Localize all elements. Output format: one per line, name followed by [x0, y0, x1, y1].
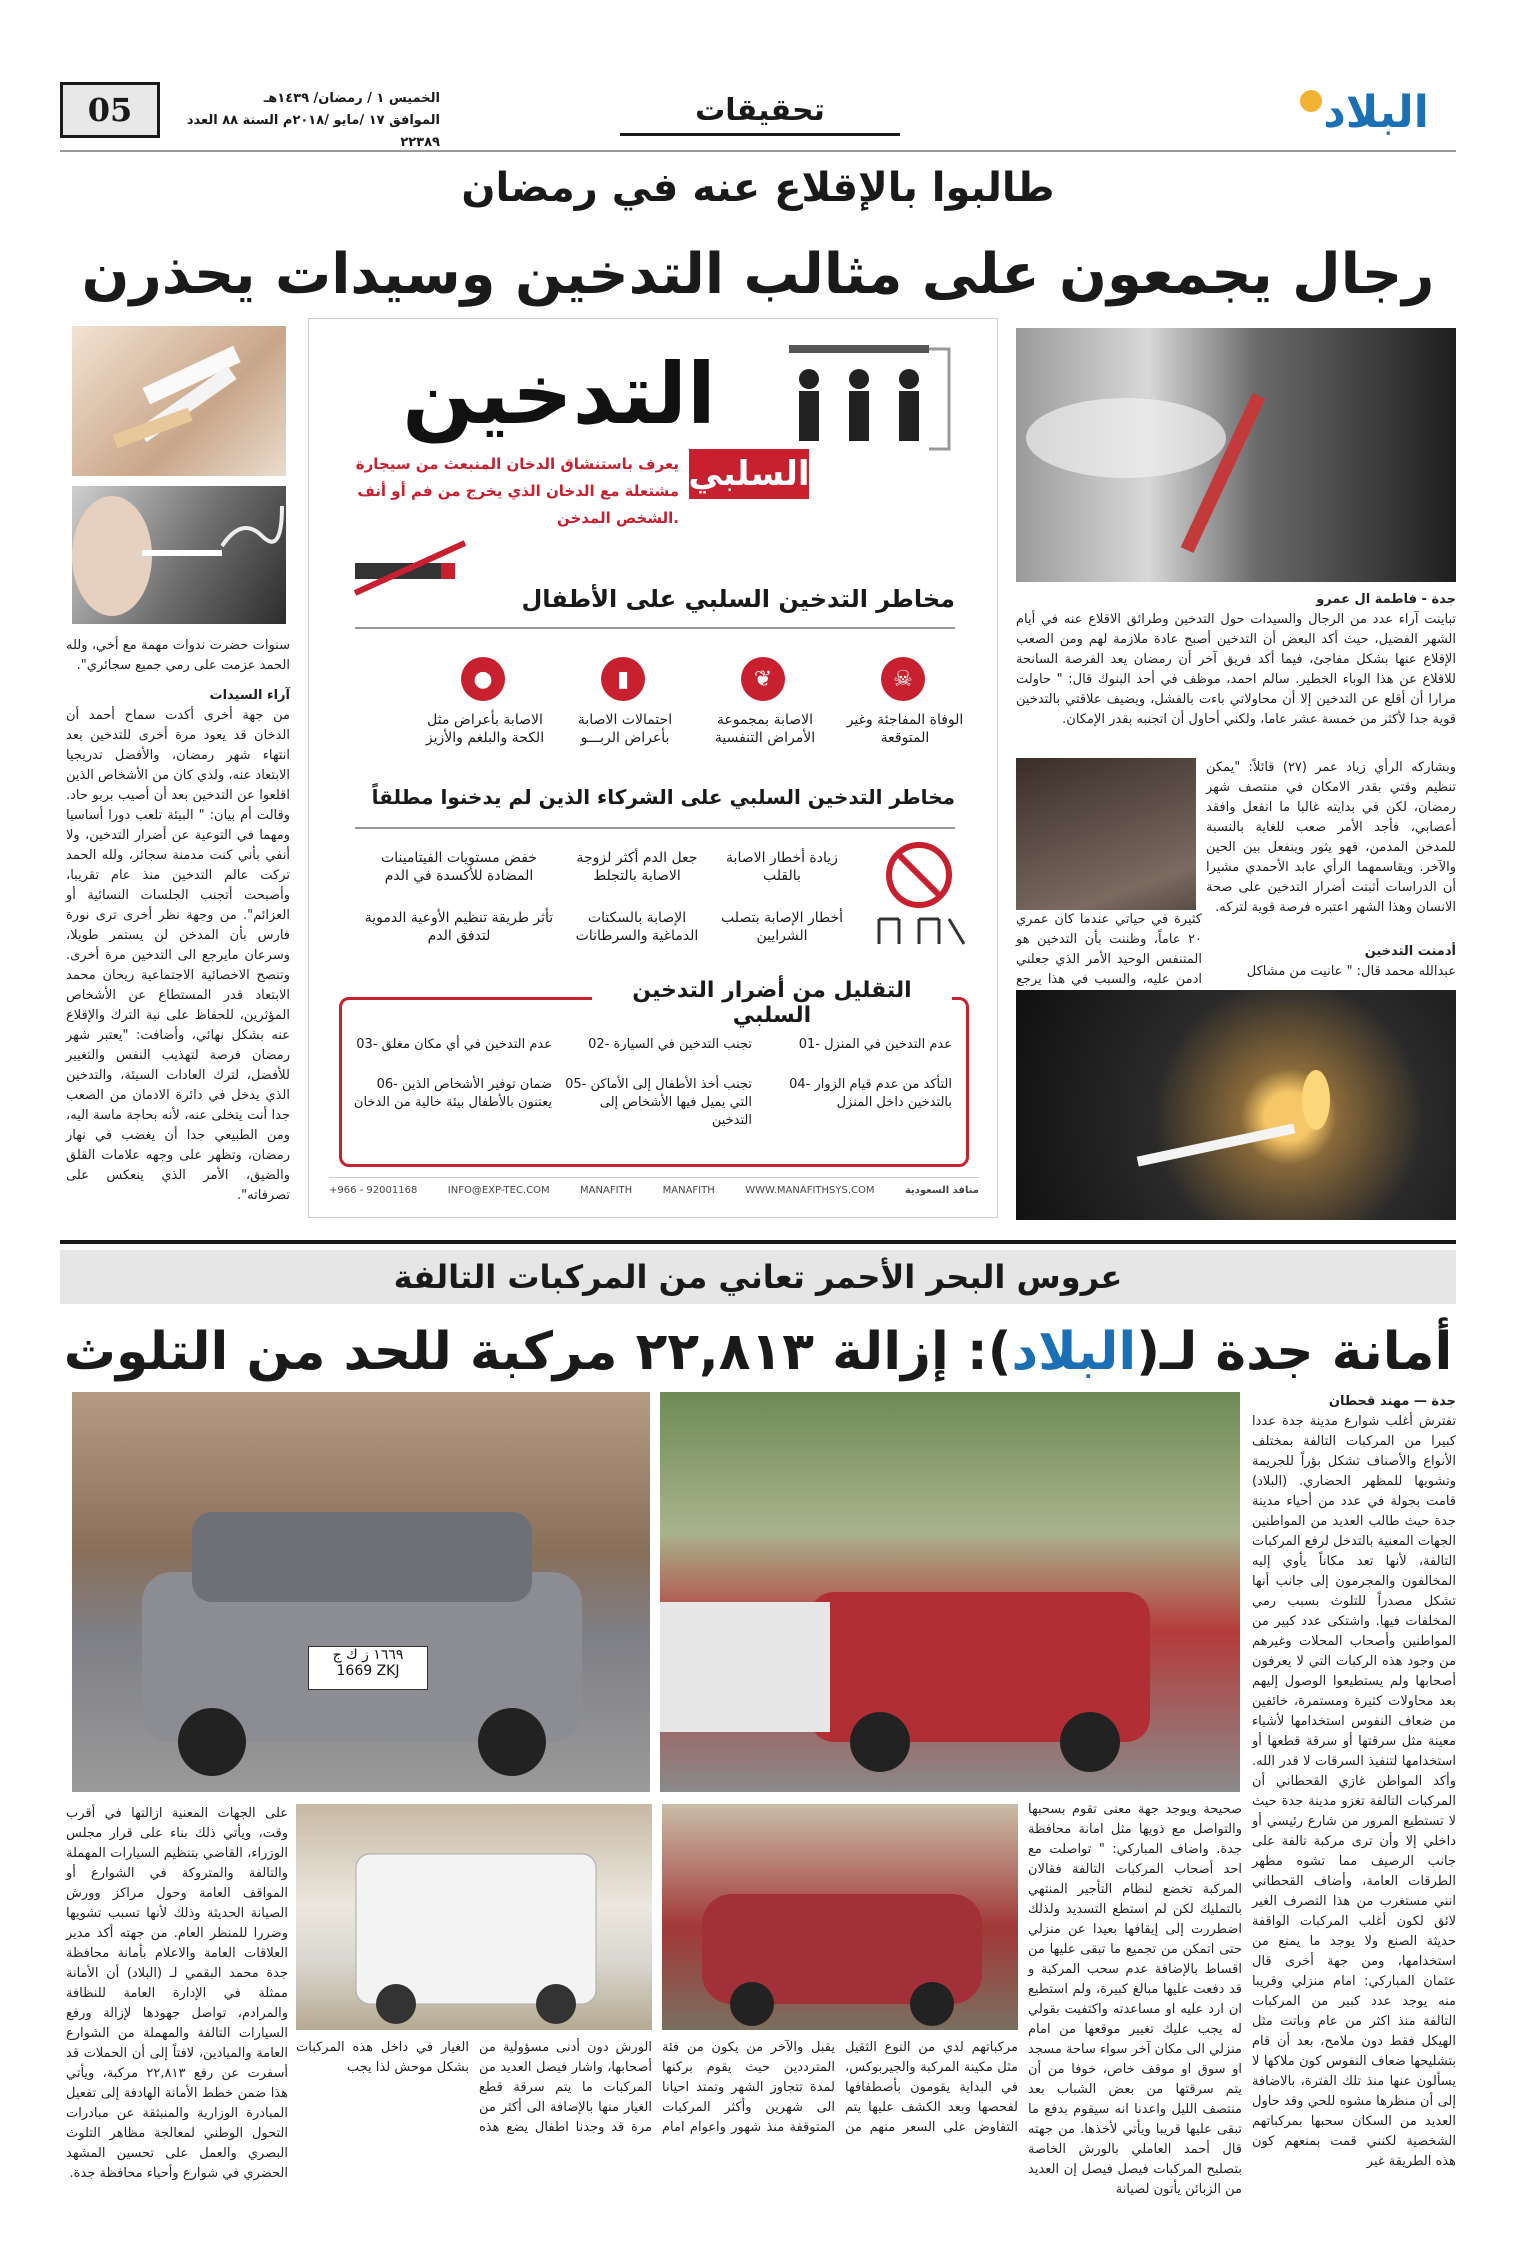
abandoned-white-van-photo — [296, 1804, 652, 2030]
story2-right-column — [1252, 1392, 1456, 2232]
vape-woman-photo — [1016, 328, 1456, 582]
license-plate-latin: 1669 ZKJ — [336, 1663, 400, 1679]
lighting-cigarette-photo — [1016, 990, 1456, 1220]
partner-risk-1: زيادة أخطار الاصابة بالقلب — [726, 850, 838, 884]
smoking-woman-image — [72, 486, 286, 624]
footer-social-2: MANAFITH — [662, 1185, 715, 1196]
headline-prefix: أمانة جدة لـ — [1159, 1322, 1453, 1382]
infographic-definition: يعرف باستنشاق الدخان المنبعث من سيجارة مشتعلة مع الدخان الذي يخرج من فم أو أنف الشخص المدخن. — [355, 455, 679, 527]
masthead — [60, 78, 1456, 152]
footer-website: WWW.MANAFITHSYS.COM — [745, 1185, 875, 1196]
partner-risk-3: خفض مستويات الفيتامينات المضادة للأكسدة في الدم — [381, 850, 537, 884]
page-number: 05 — [60, 82, 160, 138]
story2-left-text: على الجهات المعنية ازالتها في أقرب وقت، ويأتي ذلك بناء على قرار مجلس الوزراء، القاضي بتنظيم السيارات المهملة والتالفة والمتروكة في الشوارع أو المواقف العامة وحول مراكز وورش الصيانة الحديثة وذلك لأنها تسبب تشويها وضررا للمنظر العام. من جهته أكد مدير العلاقات العامة والاعلام بأمانة محافظة جدة محمد البقمي لـ (البلاد) أن الأمانة ممثلة في الإدارة العامة للنظافة والمرادم، تواصل جهودها لإزالة ورفع السيارات التالفة والمهملة من الشوارع العامة والميادين، لافتاً إلى أن الحملات قد أسفرت عن رفع ٢٢,٨١٣ مركبة، ويأتي هذا ضمن خطط الأمانة الهادفة إلى تفعيل المبادرة الوزارية والمنبثقة عن مبادرات التحول الوطني لمعالجة مظاهر التلوث البصري والعمل على تحسين المشهد الحضري في شوارع وأحياء محافظة جدة. — [66, 1806, 288, 2181]
lighter-flame-image — [1016, 990, 1456, 1220]
cigarette-hand-photo — [72, 326, 286, 476]
newspaper-logo: البلاد — [1296, 82, 1456, 142]
child-risk-3: احتمالات الاصابة بأعراض الربـــو — [577, 712, 673, 746]
child-risk-2: الاصابة بمجموعة الأمراض التنفسية — [714, 712, 816, 746]
footer-email: INFO@EXP-TEC.COM — [447, 1185, 550, 1196]
vape-image — [1016, 328, 1456, 582]
tip-2: 02- تجنب التدخين في السيارة — [588, 1037, 752, 1052]
inhaler-icon: ▮ — [601, 657, 645, 701]
addicted-subhead: أدمنت التدخين — [1364, 944, 1456, 959]
red-car-image — [660, 1392, 1240, 1792]
story1-right-text-4: عبدالله محمد قال: " عانيت من مشاكل — [1246, 964, 1456, 979]
story-divider — [60, 1240, 1456, 1244]
footer-phone: +966 - 92001168 — [329, 1185, 418, 1196]
infographic-title: التدخين — [402, 345, 716, 443]
white-van-image — [296, 1804, 652, 2030]
headline-suffix: : إزالة ٢٢,٨١٣ مركبة للحد من التلوث — [63, 1322, 988, 1382]
story1-right-column-top — [1016, 590, 1456, 750]
partner-risk-5: الإصابة بالسكتات الدماغية والسرطانات — [575, 910, 699, 944]
infographic-subtitle: السلبي — [689, 449, 809, 499]
story1-left-text-2: من جهة أخرى أكدت سماح أحمد أن الدخان قد يعود مرة أخرى للتدخين بعد انتهاء شهر رمضان، والأفضل تدريجيا الابتعاد عنه، ولدي كان من الأشخاص الذين اقلعوا عن التدخين بعد أن أصيب بربو حاد. وقالت أم بيان: " البيئة تلعب دورا أساسيا ومهما في التوعية عن أضرار التدخين، ولا أنفي بأني كنت مدمنة سجائر، ولله الحمد تركت عالم التدخين منذ عام تقريبا، وأصبحت أتجنب الجلسات النسائية أو العزائم". من وجهة نظر أخرى ترى نورة فارس بأن المدخن لن يستمر طويلا، وسرعان مايرجع الى التدخين مرة أخرى. وتنصح الاخصائية الاجتماعية ريحان محمد الابتعاد قدر المستطاع عن الأشخاص المؤثرين، للحفاظ على نية الترك والإقلاع عنه بشكل نهائي، وأضافت: "يعتبر شهر رمضان فرصة لتهذيب النفس والتغيير للأفضل، لترك العادات السيئة، والتدخين الذي يدخل في دائرة الادمان من الصعب جدا أنت يتخلى عنه، لأنه بحاجة ماسة اليه، ومن الطبيعي جدا أن يغضب في نهار رمضان، وتظهر على وجهه علامات القلق والضيق، الأمر الذي ينعكس على تصرفاته". — [66, 708, 290, 1203]
story1-kicker: طالبوا بالإقلاع عنه في رمضان — [461, 165, 1055, 211]
cigarettes-image — [72, 326, 286, 476]
lungs-icon: ❦ — [741, 657, 785, 701]
tip-4: 04- التأكد من عدم قيام الزوار بالتدخين داخل المنزل — [789, 1077, 952, 1110]
no-smoking-sign-icon — [869, 839, 969, 949]
footer-brand: منافذ السعودية — [904, 1185, 979, 1196]
story2-mid-right-column — [1028, 1800, 1242, 2232]
partner-risk-4: أخطار الإصابة بتصلب الشرايين — [720, 910, 844, 944]
story1-headline: رجال يجمعون على مثالب التدخين وسيدات يحذرن — [81, 242, 1435, 307]
child-risk-4: الاصابة بأعراض مثل الكحة والبلغم والأزيز — [425, 712, 545, 746]
story2-mid-column — [296, 2038, 1018, 2234]
masthead-divider — [60, 150, 1456, 152]
reduce-harm-box — [339, 978, 969, 1167]
headline-brand: البلاد — [1011, 1322, 1137, 1382]
story2-kicker: عروس البحر الأحمر تعاني من المركبات التالفة — [60, 1250, 1456, 1304]
head-cough-icon: ● — [461, 657, 505, 701]
abandoned-red-car-photo — [660, 1392, 1240, 1792]
story2-right-text: تفترش أغلب شوارع مدينة جدة عددا كبيرا من المركبات التالفة بمختلف الأنواع والأصناف تشكل بؤراً للجريمة وتشويها للمظهر الحضاري. (البلاد) قامت بجولة في عدد من أحياء مدينة جدة حيث طالب العديد من المواطنين الجهات المعنية بالتدخل لرفع المركبات التالفة، لأنها تعد مكاناً يأوي إليه المخالفون والمجرمون إلى جانب أنها تشكل مصدراً للتلوث بسبب رمي المخلفات فيها. واشتكى عدد كبير من المواطنين وأصحاب المحلات وغيرهم من وجود هذه الركبات التي لا يعرفون أصحابها ولم يستطيعوا الوصول إليهم بعد محاولات كثيرة ومستمرة، خائفين من ضعاف النفوس استخدامها لأشياء معينة مثل سرقتها أو سرقة قطعها أو استخدامها لتنفيذ السرقات لا قدر الله. وأكد المواطن غازي القحطاني أن المركبات التالفة تغزو مدينة جدة حيث لا تستطيع المرور من شارع رئيسي أو داخلي إلا وأن ترى مركبة تالفة على جانب الرصيف مما تشوه مظهر الطرقات العامة، وأضاف القحطاني انني مستغرب من هذا التصرف الغير لائق لكون أغلب المركبات الواقفة حديثة الصنع ولا يوجد ما يمنع من استخدامها، ومن جهة أخرى قال عثمان المباركي: امام منزلي وقريبا منه يوجد عدد كبير من المركبات التالفة منذ اكثر من عام وباتت مثل الهيكل فقط دون ملامح، بعد أن قام بتشليحها ضعاف النفوس كون ملاكها لا يسألون عنها منذ تلك الفترة، بالاضافة إلى أن منظرها مشوه للحي وقد حاول العديد من السكان سحبها بمركباتهم الشخصية لكنني قمت بمنعهم كون هذه الطريقة غير — [1252, 1414, 1456, 2169]
story1-right-text-2: وبشاركه الرأي زياد عمر (٢٧) قائلاً: "يمكن تنظيم وقتي بقدر الامكان في منتصف شهر رمضان، لكن في بدايته غالبا ما انفعل وافقد أعصابي، فأجد الأمر صعب للغاية بالنسبة للمدخن المدمن، فهو يثور وينفعل بين الحين والآخر. ويقاسمهما الرأي عابد الأحمدي مشيرا أن الدراسات أثبتت أضرار التدخين على صحة الانسان وهذا الشهر اعتبره فرصة قوية لتركه. — [1206, 760, 1456, 915]
issue-info — [180, 88, 440, 150]
woman-smoking-photo — [72, 486, 286, 624]
women-opinions-subhead: آراء السيدات — [209, 688, 290, 703]
issue-number-line: الموافق ١٧ /مايو /٢٠١٨م السنة ٨٨ العدد ٢٢٣٨٩ — [186, 113, 440, 150]
story2-headline: أمانة جدة لـ(البلاد): إزالة ٢٢,٨١٣ مركبة للحد من التلوث — [60, 1312, 1456, 1392]
partner-risks-heading: مخاطر التدخين السلبي على الشركاء الذين لم يدخنوا مطلقاً — [355, 785, 955, 829]
license-plate-arabic: ١٦٦٩ ز ك ج — [332, 1647, 404, 1663]
gray-car-image — [72, 1392, 650, 1792]
story1-right-column-bottom — [1016, 910, 1202, 987]
children-risks-heading: مخاطر التدخين السلبي على الأطفال — [355, 585, 955, 629]
infographic-footer — [329, 1177, 979, 1203]
tip-3: 03- عدم التدخين في أي مكان مغلق — [356, 1037, 552, 1052]
tip-5: 05- تجنب أخذ الأطفال إلى الأماكن التي يميل فيها الأشخاص إلى التدخين — [565, 1077, 752, 1128]
reduce-harm-heading: التقليل من أضرار التدخين السلبي — [592, 978, 952, 1018]
issue-date-line: الخميس ١ / رمضان/ ١٤٣٩هـ — [263, 91, 440, 106]
story1-left-text-1: سنوات حضرت ندوات مهمة مع أخي، ولله الحمد عزمت على رمي جميع سجائري". — [66, 638, 290, 673]
passive-smoking-infographic — [308, 318, 998, 1218]
story2-left-column — [66, 1804, 288, 2234]
story1-right-text-3: كثيرة في حياتي عندما كان عمري ٢٠ عاماً، وظننت بأن التدخين هو المتنفس الوحيد الأمر الذي جعلني ادمن عليه، والسبب في هذا يرجع — [1016, 912, 1202, 987]
tip-1: 01- عدم التدخين في المنزل — [798, 1037, 952, 1052]
partner-risk-2: جعل الدم أكثر لزوجة الاصابة بالتجلط — [576, 850, 698, 884]
tip-6: 06- ضمان توفير الأشخاص الذين يعتنون بالأطفال بيئة خالية من الدخان — [353, 1077, 552, 1110]
story2-mid-right-text: صحيحة ويوجد جهة معنى تقوم بسحبها والتواصل مع ذويها مثل امانة محافظة جدة. واضاف المباركي: " تواصلت مع احد أصحاب المركبات التالفة فقالان المركبة تخضع لنظام التأجير المنتهي بالتمليك لكن لم استطع التسديد ولذلك اضطررت إلى إيقافها بعيدا عن منزلي حتى اتمكن من تجميع ما تبقى عليها من اقساط بالإضافة عدم سحب المركبة و قد دفعت عليها مبالغ كبيرة، ولم استطيع ان ارد عليه او مساعدته واكتفيت بقولي له يجب عليك تغيير موقعها من امام منزلي الى مكان آخر سواء ساحة مسجد او سوق او موقف خاص، خوفا من أن يتم سرقتها من بعض الشباب بعد منتصف الليل واعدنا انه سيقوم بدفع ما تبقى عليها قريبا ويأتي لأخذها. من جهته قال أحمد العاملي بالورش الخاصة بتصليح المركبات فيصل فيصل إن العديد من الزبائن يأتون لصيانة — [1028, 1802, 1242, 2197]
abandoned-gray-car-photo — [72, 1392, 650, 1792]
section-title: تحقيقات — [620, 88, 900, 136]
story2-byline: جدة — مهند قحطان — [1328, 1394, 1456, 1409]
license-plate — [308, 1646, 428, 1690]
footer-social-1: MANAFITH — [580, 1185, 633, 1196]
story1-addicted-block — [1206, 942, 1456, 982]
red-sedan-image — [662, 1804, 1018, 2030]
story1-byline: جدة - فاطمة ال عمرو — [1316, 592, 1456, 607]
story1-left-column — [66, 636, 290, 1216]
child-risk-1: الوفاة المفاجئة وغير المتوقعة — [846, 712, 964, 746]
skull-icon: ☠ — [881, 657, 925, 701]
abandoned-red-sedan-photo — [662, 1804, 1018, 2030]
story1-right-text-1: تباينت آراء عدد من الرجال والسيدات حول التدخين وطرائق الاقلاع عنه في أيام الشهر الفضيل، حيث أكد البعض أن التدخين أصبح عادة ملازمة لهم ومن الصعب الإقلاع عنها بشكل مفاجئ، فيما أكد فريق آخر أن رمضان يعد الفرصة السانحة للاقلاع عن هذا الوباء الخطير. سالم احمد، موظف في أحد البنوك قال: " حاولت مرارا أن أقلع عن التدخين إلا أن محاولاتي باءت بالفشل، ويضيف علاقتي بالتدخين قوية جدا لأكثر من خمسة عشر عاما، ولكني أحاول أن اتجنبه بقدر الإمكان. — [1016, 612, 1456, 727]
people-smoke-icon — [749, 339, 969, 459]
story2-mid-text: مركباتهم لدي من النوع الثقيل مثل مكينة المركبة والجيربوكس، في البداية يقومون بأصطفافها لفحصها وبعد الكشف عليها يتم التفاوض على السعر منهم من يقبل والآخر من يكون من فئة المترددين حيث يقوم بركنها لمدة تتجاوز الشهر وتمتد احيانا الى شهرين وأكثر المركبات المتوقفة منذ شهور واعوام امام الورش دون أدنى مسؤولية من أصحابها، واشار فيصل العديد من المركبات ما يتم سرقة قطع الغيار منها بالإضافة الى أكثر من مرة قد وجدنا اطفال يضع هذه الغيار في داخل هذه المركبات بشكل موحش لذا يجب — [296, 2040, 1018, 2135]
partner-risk-6: تأثر طريقة تنظيم الأوعية الدموية لتدفق الدم — [364, 910, 554, 944]
